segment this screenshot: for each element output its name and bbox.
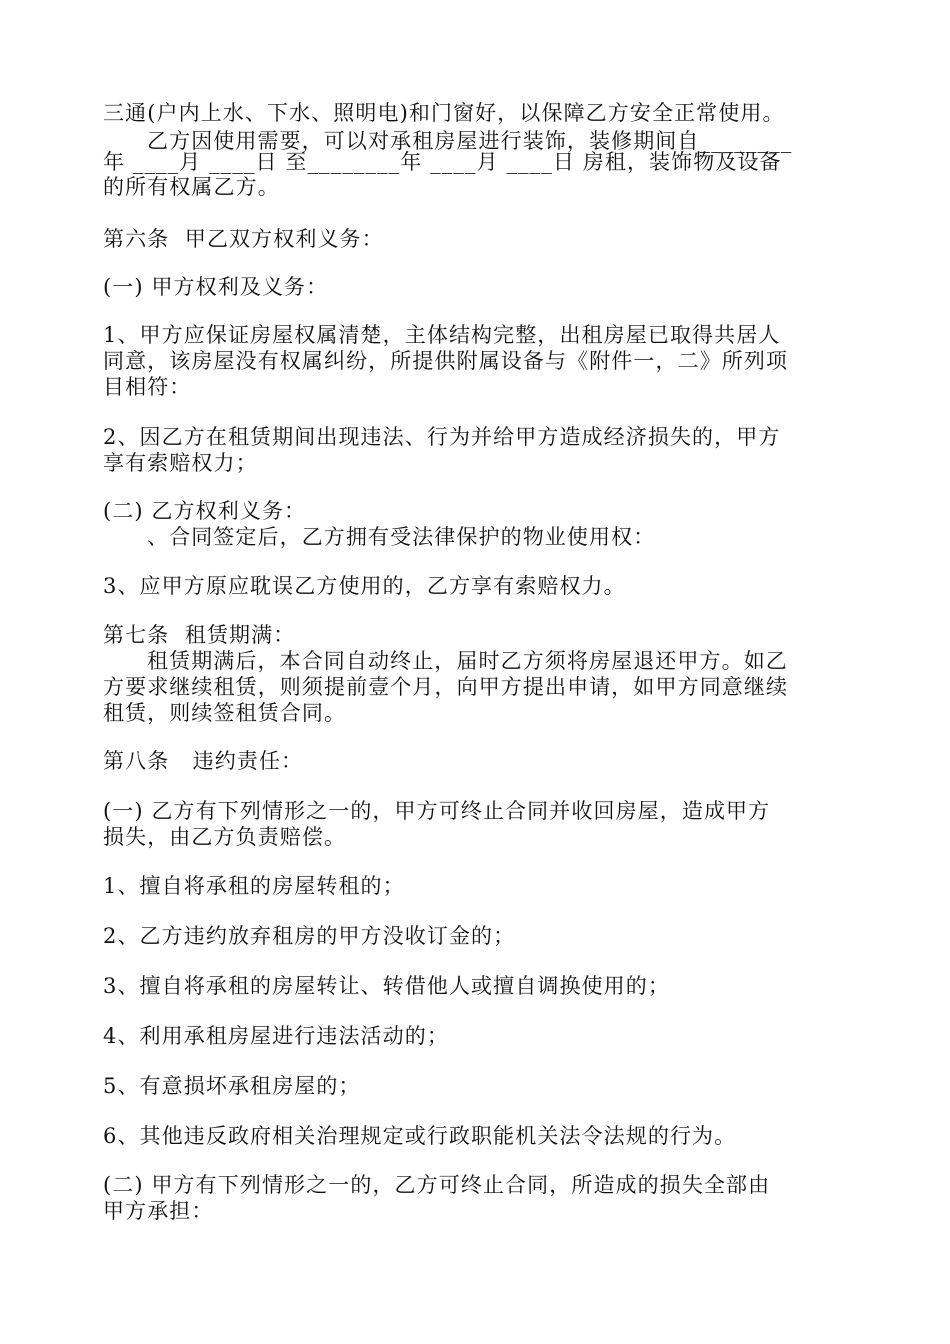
- text-line: (一) 乙方有下列情形之一的，甲方可终止合同并收回房屋，造成甲方: [103, 799, 771, 823]
- list-item: 4、利用承租房屋进行违法活动的；: [103, 1024, 449, 1048]
- text-line: 方要求继续租赁，则须提前壹个月，向甲方提出申请，如甲方同意继续: [103, 675, 789, 699]
- text-line: 目相符：: [103, 375, 192, 399]
- list-item: 5、有意损坏承租房屋的；: [103, 1074, 361, 1098]
- text-line: 3、应甲方原应耽误乙方使用的，乙方享有索赔权力。: [103, 574, 626, 598]
- text-line: 的所有权属乙方。: [103, 175, 280, 199]
- text-line: 2、因乙方在租赁期间出现违法、行为并给甲方造成经济损失的，甲方: [103, 425, 781, 449]
- text-line: 同意，该房屋没有权属纠纷，所提供附属设备与《附件一，二》所列项: [103, 349, 789, 373]
- text-line: 租赁，则续签租赁合同。: [103, 701, 347, 725]
- text-line: 1、甲方应保证房屋权属清楚，主体结构完整，出租房屋已取得共居人: [103, 323, 781, 347]
- text-line: 三通(户内上水、下水、照明电)和门窗好，以保障乙方安全正常使用。: [103, 101, 785, 125]
- list-item: 6、其他违反政府相关治理规定或行政职能机关法令法规的行为。: [103, 1124, 737, 1148]
- text-line: 甲方承担：: [103, 1199, 214, 1223]
- text-line: 损失，由乙方负责赔偿。: [103, 825, 347, 849]
- text-line: 、合同签定后，乙方拥有受法律保护的物业使用权：: [147, 525, 656, 549]
- article-heading: 第六条 甲乙双方权利义务：: [103, 227, 384, 251]
- list-item: 2、乙方违约放弃租房的甲方没收订金的；: [103, 924, 516, 948]
- list-item: 1、擅自将承租的房屋转租的；: [103, 874, 405, 898]
- section-heading: (一) 甲方权利及义务：: [103, 275, 329, 299]
- text-line: 乙方因使用需要，可以对承租房屋进行装饰，装修期间自________: [147, 129, 793, 153]
- article-heading: 第七条 租赁期满：: [103, 623, 296, 647]
- text-line: 租赁期满后，本合同自动终止，届时乙方须将房屋退还甲方。如乙: [147, 649, 788, 673]
- text-line: (二) 甲方有下列情形之一的，乙方可终止合同，所造成的损失全部由: [103, 1173, 771, 1197]
- list-item: 3、擅自将承租的房屋转让、转借他人或擅自调换使用的；: [103, 974, 670, 998]
- section-heading: (二) 乙方权利义务：: [103, 499, 307, 523]
- article-heading: 第八条 违约责任：: [103, 749, 304, 773]
- text-line: 年 ____月 ____日 至________年 ____月 ____日 房租，装饰物及设备: [103, 150, 782, 174]
- text-line: 享有索赔权力；: [103, 451, 258, 475]
